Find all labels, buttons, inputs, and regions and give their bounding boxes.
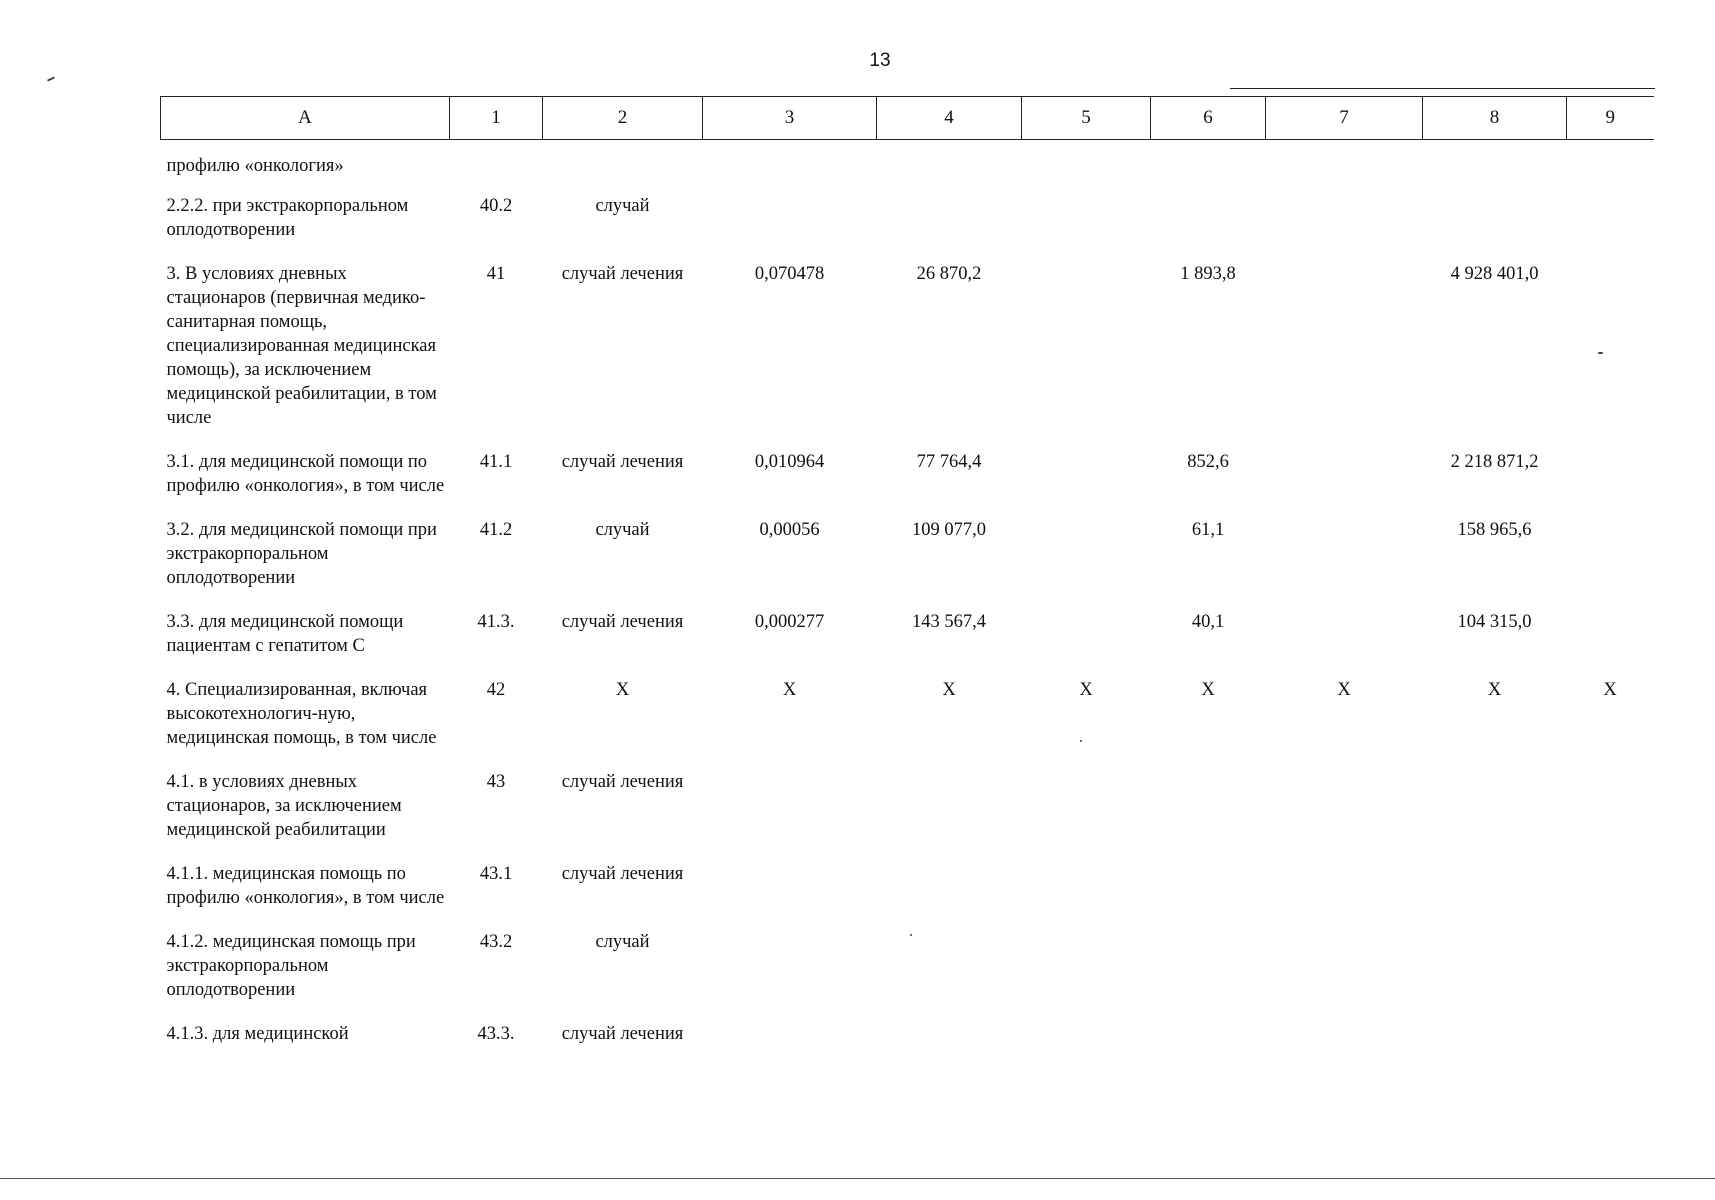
row-col9-cell — [1567, 846, 1654, 914]
top-rule — [1230, 88, 1655, 89]
header-row — [161, 97, 1654, 140]
row-name-cell: 4.1.1. медицинская помощь по профилю «онкология», в том числе — [166, 864, 445, 908]
header-cell-8: 8 — [1423, 97, 1567, 140]
table-row — [161, 140, 1654, 179]
row-name-cell: 3. В условиях дневных стационаров (первичная медико-санитарная помощь, специализированная медицинская помощь), за исключением медицинской реабилитации, в том числе — [166, 264, 437, 428]
row-col5-cell — [1022, 178, 1151, 246]
row-col8-cell — [1423, 140, 1567, 179]
row-col7-cell: Х — [1337, 680, 1351, 700]
data-table — [160, 96, 1654, 1046]
row-unit-cell: случай — [595, 520, 650, 540]
row-col4-cell — [877, 140, 1022, 179]
row-col3-cell: 0,000277 — [754, 612, 825, 632]
scan-speck — [910, 934, 912, 936]
row-col5-cell — [1022, 914, 1151, 1006]
table-row — [161, 246, 1654, 434]
row-code-cell: 43.1 — [479, 864, 513, 884]
row-code-cell: 41.1 — [479, 452, 513, 472]
row-col3-cell — [703, 178, 877, 246]
row-col9-cell — [1567, 754, 1654, 846]
row-col6-cell — [1151, 754, 1266, 846]
row-col3-cell: 0,070478 — [754, 264, 825, 284]
row-unit-cell: случай лечения — [561, 452, 684, 472]
table-row — [161, 914, 1654, 1006]
header-cell-6: 6 — [1151, 97, 1266, 140]
table-row — [161, 662, 1654, 754]
row-col4-cell — [877, 178, 1022, 246]
row-col5-cell — [1022, 140, 1151, 179]
row-name-cell: 3.3. для медицинской помощи пациентам с гепатитом С — [166, 612, 404, 656]
row-col9-cell: Х — [1603, 680, 1617, 700]
row-unit-cell: случай лечения — [561, 1024, 684, 1044]
row-col7-cell — [1266, 246, 1423, 434]
scan-speck — [47, 76, 55, 81]
row-col6-cell — [1151, 140, 1266, 179]
row-col9-cell — [1567, 434, 1654, 502]
row-name-cell: 4.1. в условиях дневных стационаров, за исключением медицинской реабилитации — [166, 772, 402, 840]
row-unit-cell: случай — [595, 196, 650, 216]
row-col7-cell — [1266, 140, 1423, 179]
row-unit-cell — [543, 140, 703, 179]
row-unit-cell: случай лечения — [561, 772, 684, 792]
row-code-cell: 41 — [486, 264, 506, 284]
table-header — [161, 97, 1654, 140]
table-row — [161, 754, 1654, 846]
row-col9-cell — [1567, 594, 1654, 662]
scan-speck — [1080, 740, 1082, 742]
row-col6-cell: 1 893,8 — [1180, 264, 1236, 284]
row-col7-cell — [1266, 846, 1423, 914]
page-number: 13 — [869, 50, 891, 71]
row-unit-cell: случай лечения — [561, 612, 684, 632]
row-name-cell: 3.1. для медицинской помощи по профилю «онкология», в том числе — [166, 452, 445, 496]
row-col8-cell: 4 928 401,0 — [1450, 264, 1539, 284]
row-code-cell — [450, 140, 543, 179]
row-col5-cell — [1022, 754, 1151, 846]
row-name-cell: профилю «онкология» — [166, 156, 344, 176]
row-unit-cell: случай лечения — [561, 864, 684, 884]
row-col6-cell: Х — [1201, 680, 1215, 700]
row-col7-cell — [1266, 502, 1423, 594]
row-col7-cell — [1266, 178, 1423, 246]
row-col7-cell — [1266, 914, 1423, 1006]
row-col8-cell — [1423, 754, 1567, 846]
row-unit-cell: случай — [595, 932, 650, 952]
row-col9-cell — [1567, 502, 1654, 594]
row-col3-cell: 0,00056 — [759, 520, 820, 540]
row-col5-cell — [1022, 1006, 1151, 1046]
row-col7-cell — [1266, 594, 1423, 662]
data-table-container — [160, 96, 1653, 1046]
row-col8-cell: 104 315,0 — [1457, 612, 1532, 632]
row-name-cell: 4. Специализированная, включая высокотехнологич-ную, медицинская помощь, в том числе — [166, 680, 437, 748]
header-cell-4: 4 — [877, 97, 1022, 140]
header-cell-a: А — [161, 97, 450, 140]
header-cell-9: 9 — [1567, 97, 1654, 140]
row-col3-cell: 0,010964 — [754, 452, 825, 472]
row-col3-cell — [703, 1006, 877, 1046]
row-col9-cell — [1567, 914, 1654, 1006]
row-name-cell: 4.1.2. медицинская помощь при экстракорпоральном оплодотворении — [166, 932, 416, 1000]
row-name-cell: 2.2.2. при экстракорпоральном оплодотворении — [166, 196, 409, 240]
row-col3-cell — [703, 846, 877, 914]
header-cell-7: 7 — [1266, 97, 1423, 140]
row-col3-cell — [703, 914, 877, 1006]
row-col4-cell: 109 077,0 — [912, 520, 986, 540]
row-col9-cell — [1567, 246, 1654, 434]
row-col5-cell — [1022, 502, 1151, 594]
row-col3-cell — [703, 754, 877, 846]
row-col6-cell — [1151, 1006, 1266, 1046]
row-code-cell: 41.2 — [479, 520, 513, 540]
header-cell-5: 5 — [1022, 97, 1151, 140]
row-col8-cell — [1423, 178, 1567, 246]
row-col8-cell: 158 965,6 — [1457, 520, 1532, 540]
row-col9-cell — [1567, 1006, 1654, 1046]
row-code-cell: 43 — [486, 772, 506, 792]
row-col3-cell — [703, 140, 877, 179]
row-code-cell: 43.2 — [479, 932, 513, 952]
row-col7-cell — [1266, 1006, 1423, 1046]
row-col6-cell — [1151, 846, 1266, 914]
row-code-cell: 43.3. — [477, 1024, 515, 1044]
row-col4-cell: 26 870,2 — [916, 264, 982, 284]
table-row — [161, 502, 1654, 594]
table-body — [161, 140, 1654, 1047]
table-row — [161, 434, 1654, 502]
table-row — [161, 178, 1654, 246]
row-col9-cell — [1567, 178, 1654, 246]
row-name-cell: 3.2. для медицинской помощи при экстракорпоральном оплодотворении — [166, 520, 437, 588]
row-col6-cell — [1151, 178, 1266, 246]
row-col5-cell — [1022, 434, 1151, 502]
table-row — [161, 1006, 1654, 1046]
row-code-cell: 41.3. — [477, 612, 515, 632]
row-col7-cell — [1266, 754, 1423, 846]
row-col8-cell — [1423, 1006, 1567, 1046]
row-col6-cell: 40,1 — [1191, 612, 1225, 632]
row-col6-cell: 852,6 — [1187, 452, 1229, 472]
row-code-cell: 40.2 — [479, 196, 513, 216]
table-row — [161, 594, 1654, 662]
header-cell-3: 3 — [703, 97, 877, 140]
row-col4-cell — [877, 846, 1022, 914]
row-col4-cell — [877, 754, 1022, 846]
row-col8-cell — [1423, 846, 1567, 914]
row-col7-cell — [1266, 434, 1423, 502]
table-row — [161, 846, 1654, 914]
row-col9-cell — [1567, 140, 1654, 179]
bottom-rule — [0, 1178, 1715, 1179]
row-unit-cell: случай лечения — [561, 264, 684, 284]
row-col6-cell — [1151, 914, 1266, 1006]
row-code-cell: 42 — [486, 680, 506, 700]
row-col8-cell: 2 218 871,2 — [1450, 452, 1539, 472]
row-col5-cell — [1022, 846, 1151, 914]
row-col6-cell: 61,1 — [1191, 520, 1225, 540]
scan-speck — [1598, 352, 1603, 354]
row-col5-cell — [1022, 246, 1151, 434]
row-col5-cell — [1022, 594, 1151, 662]
row-unit-cell: Х — [615, 680, 630, 700]
header-cell-1: 1 — [450, 97, 543, 140]
row-col3-cell: Х — [782, 680, 797, 700]
row-col4-cell — [877, 1006, 1022, 1046]
row-name-cell: 4.1.3. для медицинской — [166, 1024, 349, 1044]
row-col4-cell: 77 764,4 — [916, 452, 982, 472]
row-col8-cell — [1423, 914, 1567, 1006]
row-col5-cell: Х — [1079, 680, 1093, 700]
row-col4-cell: 143 567,4 — [912, 612, 986, 632]
header-cell-2: 2 — [543, 97, 703, 140]
row-col4-cell — [877, 914, 1022, 1006]
row-col4-cell: Х — [942, 680, 956, 700]
row-col8-cell: Х — [1487, 680, 1502, 700]
